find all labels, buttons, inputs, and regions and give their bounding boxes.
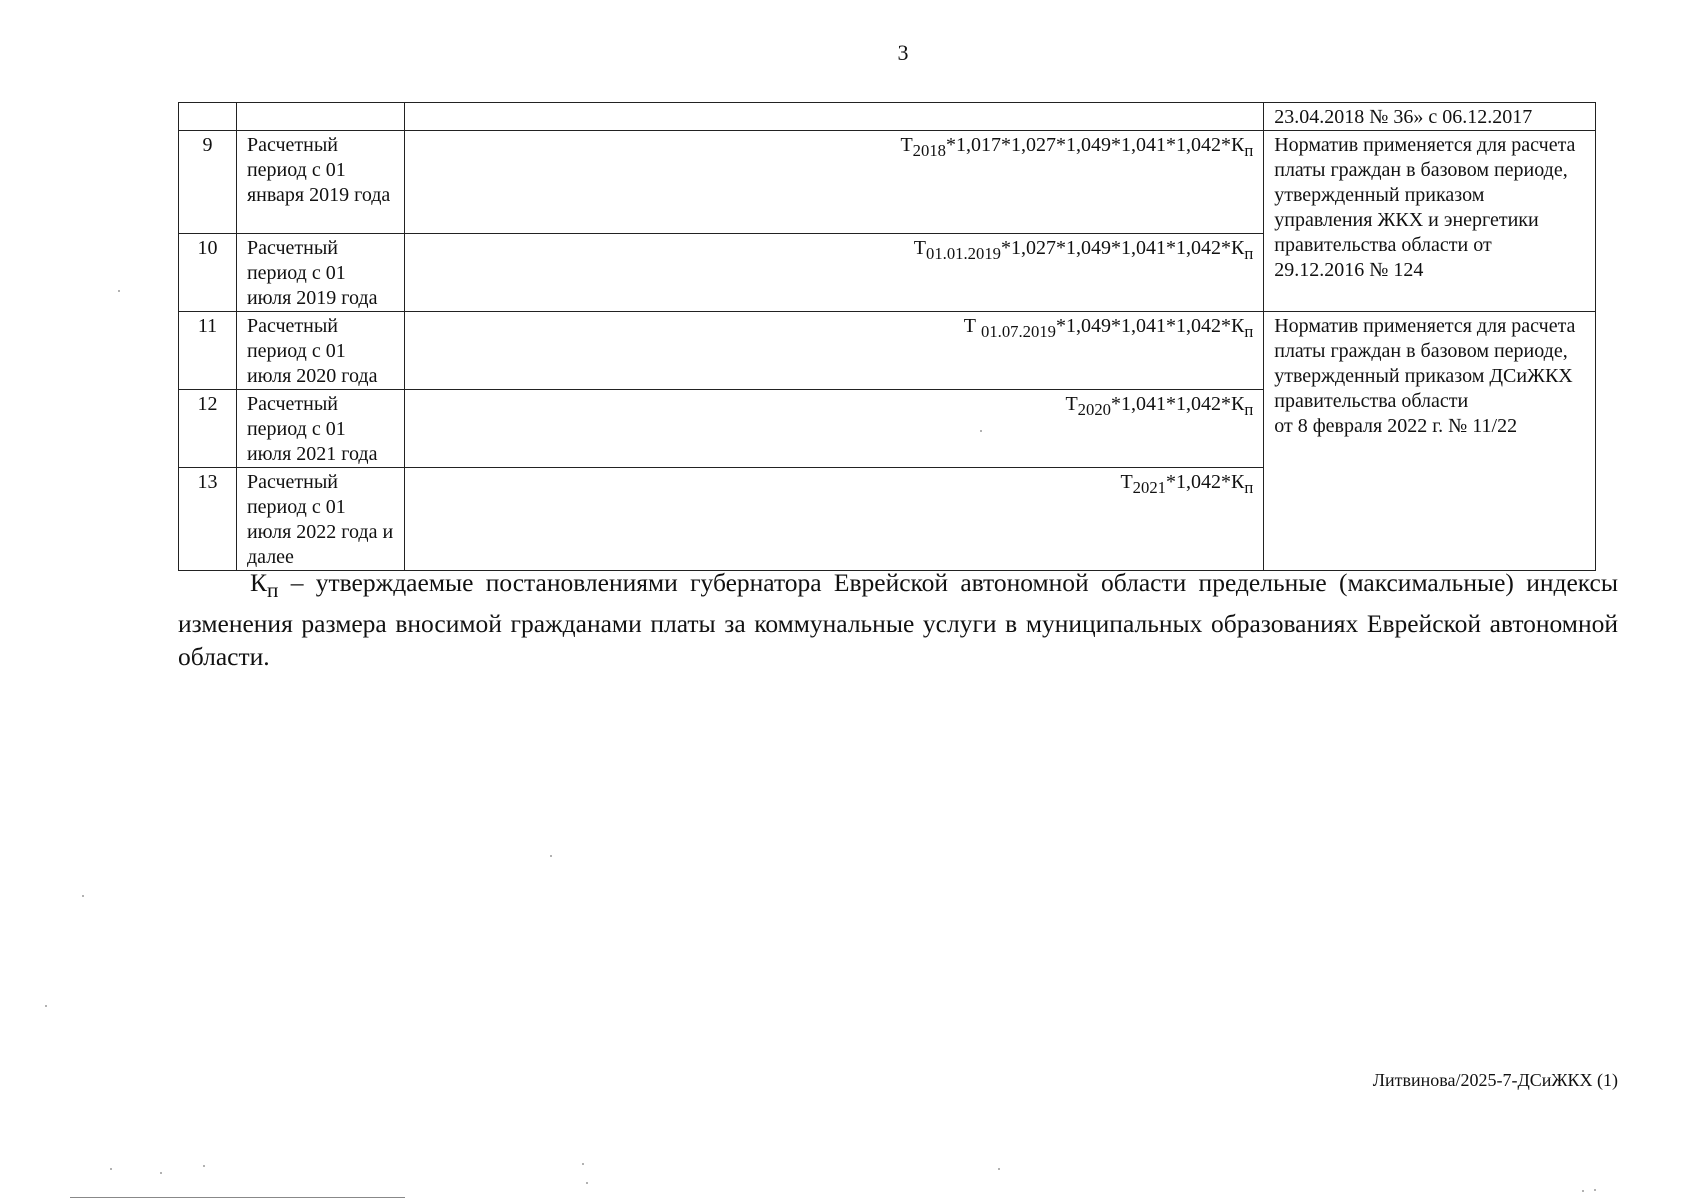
footnote-symbol: К xyxy=(250,568,268,597)
footnote-symbol-subscript: п xyxy=(267,578,279,603)
document-code: Литвинова/2025-7-ДСиЖКХ (1) xyxy=(1372,1070,1618,1090)
table-row xyxy=(179,131,1596,234)
footnote-paragraph xyxy=(178,566,1618,673)
scan-speck xyxy=(45,1005,47,1007)
table-row-continuation xyxy=(179,103,1596,131)
formula-k-subscript: п xyxy=(1244,478,1254,497)
formula-coefficients: *1,017*1,027*1,049*1,041*1,042*К xyxy=(945,134,1245,156)
scan-speck xyxy=(998,1168,1000,1170)
formula-coefficients: *1,042*К xyxy=(1165,471,1245,493)
table-row xyxy=(179,312,1596,390)
note-group-2-order: от 8 февраля 2022 г. № 11/22 xyxy=(1274,415,1518,437)
formula-cell xyxy=(404,312,1263,390)
scan-speck xyxy=(550,855,552,857)
period-cell: Расчетный период с 01 января 2019 года xyxy=(236,131,404,234)
scan-speck xyxy=(110,1168,112,1170)
note-group-2-text: Норматив применяется для расчета платы граждан в базовом периоде, утвержденный приказом ДСиЖКХ правительства области xyxy=(1274,315,1576,412)
footnote-text: – утверждаемые постановлениями губернатора Еврейской автономной области предельные (максимальные) индексы изменения размера вносимой гражданами платы за коммунальные услуги в муниципальных образованиях Еврейской автономной области. xyxy=(178,568,1618,672)
scan-speck xyxy=(980,430,982,432)
formula-cell xyxy=(404,390,1263,468)
scan-speck xyxy=(118,290,120,292)
period-cell: Расчетный период с 01 июля 2022 года и далее xyxy=(236,468,404,571)
formula-base: Т xyxy=(963,315,982,337)
cell-formula-empty xyxy=(404,103,1263,131)
scan-speck xyxy=(586,1182,588,1184)
formula-subscript: 2021 xyxy=(1132,478,1166,497)
scan-speck xyxy=(160,1172,162,1174)
formula-subscript: 01.07.2019 xyxy=(981,322,1056,341)
formula-cell xyxy=(404,234,1263,312)
scan-speck xyxy=(1594,1189,1596,1191)
row-number: 9 xyxy=(179,131,237,234)
row-number: 12 xyxy=(179,390,237,468)
scan-speck xyxy=(582,1163,584,1165)
continuation-note: 23.04.2018 № 36» с 06.12.2017 xyxy=(1264,103,1596,131)
row-number: 13 xyxy=(179,468,237,571)
formula-k-subscript: п xyxy=(1244,244,1254,263)
formula-k-subscript: п xyxy=(1244,400,1254,419)
cell-num-empty xyxy=(179,103,237,131)
formula-base: Т xyxy=(1120,471,1133,493)
period-cell: Расчетный период с 01 июля 2021 года xyxy=(236,390,404,468)
formula-k-subscript: п xyxy=(1244,322,1254,341)
formula-subscript: 01.01.2019 xyxy=(926,244,1001,263)
formula-subscript: 2018 xyxy=(912,141,946,160)
formula-cell xyxy=(404,468,1263,571)
scan-speck xyxy=(1582,1190,1584,1192)
note-cell-group-2 xyxy=(1264,312,1596,571)
formula-k-subscript: п xyxy=(1244,141,1254,160)
scan-speck xyxy=(82,895,84,897)
page-number: 3 xyxy=(897,40,909,65)
formula-base: Т xyxy=(900,134,913,156)
note-cell-group-1: Норматив применяется для расчета платы граждан в базовом периоде, утвержденный приказом управления ЖКХ и энергетики правительства области от 29.12.2016 № 124 xyxy=(1264,131,1596,312)
row-number: 10 xyxy=(179,234,237,312)
formula-coefficients: *1,049*1,041*1,042*К xyxy=(1055,315,1245,337)
formula-base: Т xyxy=(1065,393,1078,415)
formula-subscript: 2020 xyxy=(1077,400,1111,419)
period-cell: Расчетный период с 01 июля 2020 года xyxy=(236,312,404,390)
row-number: 11 xyxy=(179,312,237,390)
formula-cell xyxy=(404,131,1263,234)
formula-base: Т xyxy=(913,237,927,259)
scan-speck xyxy=(203,1165,205,1167)
tariff-norm-table xyxy=(178,102,1596,571)
formula-coefficients: *1,041*1,042*К xyxy=(1110,393,1245,415)
formula-coefficients: *1,027*1,049*1,041*1,042*К xyxy=(1000,237,1245,259)
scan-artifact-line xyxy=(70,1197,405,1198)
period-cell: Расчетный период с 01 июля 2019 года xyxy=(236,234,404,312)
cell-period-empty xyxy=(236,103,404,131)
